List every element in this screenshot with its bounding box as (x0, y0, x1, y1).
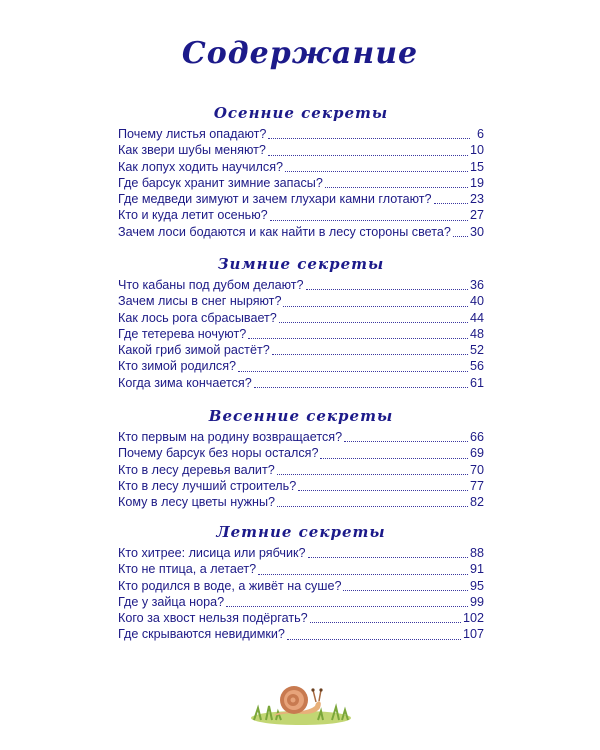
toc-entry[interactable] (118, 462, 484, 478)
toc-page-number: 19 (469, 175, 484, 190)
dot-leader (272, 354, 468, 355)
dot-leader (270, 220, 468, 221)
section-title: Летние секреты (216, 523, 386, 541)
toc-page-number: 23 (469, 192, 484, 207)
toc-entry[interactable] (118, 310, 484, 326)
toc-entry-title: Где скрываются невидимки? (118, 627, 285, 642)
dot-leader (277, 506, 468, 507)
dot-leader (268, 138, 470, 139)
toc-entry[interactable] (118, 494, 484, 510)
toc-entry-title: Кто зимой родился? (118, 359, 237, 374)
toc-entry[interactable] (118, 293, 484, 309)
toc-entry[interactable] (118, 224, 484, 240)
toc-entry[interactable] (118, 142, 484, 158)
toc-page-number: 95 (469, 578, 484, 593)
toc-entry-title: Кому в лесу цветы нужны? (118, 495, 276, 510)
dot-leader (320, 458, 468, 459)
toc-page-number: 66 (469, 430, 484, 444)
toc-page-number: 69 (469, 446, 484, 461)
toc-entry[interactable] (118, 207, 484, 223)
toc-entry[interactable] (118, 429, 484, 445)
toc-entry[interactable] (118, 594, 484, 610)
toc-entry[interactable] (118, 545, 484, 561)
toc-page-number: 107 (462, 627, 484, 642)
dot-leader (238, 371, 468, 372)
section (118, 253, 484, 391)
section (118, 405, 484, 510)
dot-leader (248, 338, 468, 339)
section-title: Весенние секреты (208, 407, 394, 425)
dot-leader (453, 236, 468, 237)
toc-entry-title: Как лопух ходить научился? (118, 159, 284, 174)
toc-entry[interactable] (118, 561, 484, 577)
toc-page-number: 77 (469, 478, 484, 493)
snail-illustration (246, 668, 356, 728)
toc-page-number: 56 (469, 359, 484, 374)
toc-entry-title: Кто в лесу деревья валит? (118, 462, 275, 477)
dot-leader (268, 155, 468, 156)
toc-page-number: 88 (469, 546, 484, 560)
toc-entry[interactable] (118, 358, 484, 374)
toc-entry[interactable] (118, 159, 484, 175)
dot-leader (277, 474, 468, 475)
section-title: Зимние секреты (217, 255, 385, 273)
toc-entry-title: Когда зима кончается? (118, 375, 252, 390)
toc-entry[interactable] (118, 277, 484, 293)
dot-leader (287, 639, 461, 640)
toc-entry-title: Что кабаны под дубом делают? (118, 278, 304, 292)
toc-entry-title: Зачем лисы в снег ныряют? (118, 294, 282, 309)
toc-page-number: 52 (469, 343, 484, 358)
toc-entry-title: Кто не птица, а летает? (118, 562, 257, 577)
toc-entry[interactable] (118, 342, 484, 358)
toc-page-number: 27 (469, 208, 484, 223)
toc-entry-title: Кто в лесу лучший строитель? (118, 478, 297, 493)
toc-entry-title: Кто первым на родину возвращается? (118, 430, 343, 444)
toc-page-number: 10 (469, 143, 484, 158)
toc-page-number: 15 (469, 159, 484, 174)
toc-page-number: 48 (469, 326, 484, 341)
toc-entry[interactable] (118, 445, 484, 461)
toc-entry[interactable] (118, 610, 484, 626)
toc-page-number: 40 (469, 294, 484, 309)
toc-entry-title: Кого за хвост нельзя подёргать? (118, 611, 308, 626)
toc-entry-title: Где барсук хранит зимние запасы? (118, 175, 323, 190)
toc-entry-title: Как лось рога сбрасывает? (118, 310, 277, 325)
dot-leader (343, 590, 468, 591)
dot-leader (226, 606, 468, 607)
dot-leader (279, 322, 468, 323)
dot-leader (306, 289, 468, 290)
toc-entry[interactable] (118, 126, 484, 142)
toc-entry[interactable] (118, 191, 484, 207)
toc-entry[interactable] (118, 375, 484, 391)
toc-entry[interactable] (118, 326, 484, 342)
toc-page-number: 6 (476, 127, 484, 141)
toc-entry[interactable] (118, 578, 484, 594)
toc-entry-title: Какой гриб зимой растёт? (118, 343, 270, 358)
toc-entry[interactable] (118, 175, 484, 191)
toc-page-number: 70 (469, 462, 484, 477)
toc-page-number: 91 (469, 562, 484, 577)
toc-entry[interactable] (118, 626, 484, 642)
toc-entry-title: Кто хитрее: лисица или рябчик? (118, 546, 306, 560)
toc-page-number: 82 (469, 495, 484, 510)
toc-entry-title: Где у зайца нора? (118, 594, 225, 609)
toc-entry-title: Почему листья опадают? (118, 127, 267, 141)
dot-leader (310, 622, 461, 623)
toc-entry-title: Где медведи зимуют и зачем глухари камни глотают? (118, 192, 432, 207)
toc-page-number: 61 (469, 375, 484, 390)
dot-leader (283, 306, 468, 307)
page-title: Содержание (181, 36, 419, 71)
toc-entry-title: Зачем лоси бодаются и как найти в лесу стороны света? (118, 224, 451, 239)
dot-leader (285, 171, 468, 172)
toc-entry-title: Почему барсук без норы остался? (118, 446, 319, 461)
dot-leader (258, 574, 468, 575)
section (118, 521, 484, 643)
toc-page-number: 99 (469, 594, 484, 609)
dot-leader (308, 557, 468, 558)
toc-page-number: 30 (469, 224, 484, 239)
dot-leader (344, 441, 468, 442)
toc-page-number: 102 (462, 611, 484, 626)
dot-leader (254, 387, 468, 388)
toc-page-number: 36 (469, 278, 484, 292)
toc-entry-title: Где тетерева ночуют? (118, 326, 247, 341)
section (118, 102, 484, 240)
section-title: Осенние секреты (213, 104, 389, 122)
toc-entry-title: Кто родился в воде, а живёт на суше? (118, 578, 342, 593)
toc-entry[interactable] (118, 478, 484, 494)
toc-entry-title: Как звери шубы меняют? (118, 143, 266, 158)
toc-entry-title: Кто и куда летит осенью? (118, 208, 268, 223)
dot-leader (434, 203, 468, 204)
dot-leader (325, 187, 468, 188)
dot-leader (298, 490, 468, 491)
toc-page-number: 44 (469, 310, 484, 325)
